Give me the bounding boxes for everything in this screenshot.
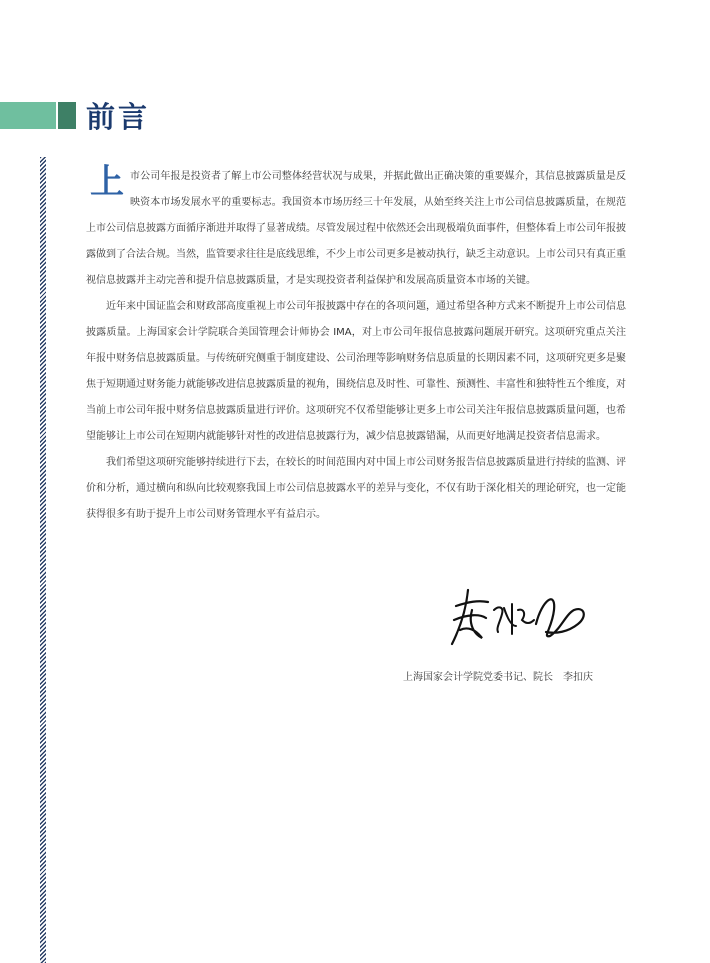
paragraph-1 xyxy=(86,164,626,294)
signoff: 上海国家会计学院党委书记、院长 李扣庆 xyxy=(403,672,593,683)
header-color-band xyxy=(0,102,76,129)
body-text xyxy=(86,164,626,528)
side-hatched-rule xyxy=(40,157,46,963)
header-band-light xyxy=(0,102,56,129)
paragraph-1-text: 市公司年报是投资者了解上市公司整体经营状况与成果，并据此做出正确决策的重要媒介，其信息披露质量是反映资本市场发展水平的重要标志。我国资本市场历经三十年发展，从始至终关注上市公司信息披露质量，在规范上市公司信息披露方面循序渐进并取得了显著成绩。尽管发展过程中依然还会出现极端负面事件，但整体看上市公司年报披露做到了合法合规。当然，监管要求往往是底线思维，不少上市公司更多是被动执行，缺乏主动意识。上市公司只有真正重视信息披露并主动完善和提升信息披露质量，才是实现投资者利益保护和发展高质量资本市场的关键。 xyxy=(86,171,626,286)
paragraph-2: 近年来中国证监会和财政部高度重视上市公司年报披露中存在的各项问题，通过希望各种方式来不断提升上市公司信息披露质量。上海国家会计学院联合美国管理会计师协会 IMA，对上市公司年报信息披露问题展开研究。这项研究重点关注年报中财务信息披露质量。与传统研究侧重于制度建设、公司治理等影响财务信息质量的长期因素不同，这项研究更多是聚焦于短期通过财务能力就能够改进信息披露质量的视角，围绕信息及时性、可靠性、预测性、丰富性和独特性五个维度，对当前上市公司年报中财务信息披露质量进行评价。这项研究不仅希望能够让更多上市公司关注年报信息披露质量问题，也希望能够让上市公司在短期内就能够针对性的改进信息披露行为，减少信息披露错漏，从而更好地满足投资者信息需求。 xyxy=(86,301,626,442)
dropcap: 上 xyxy=(90,162,124,202)
handwritten-signature xyxy=(438,580,598,650)
page-title: 前言 xyxy=(86,100,151,134)
header-band-dark xyxy=(58,102,76,129)
paragraph-3: 我们希望这项研究能够持续进行下去，在较长的时间范围内对中国上市公司财务报告信息披露质量进行持续的监测、评价和分析，通过横向和纵向比较观察我国上市公司信息披露水平的差异与变化，不仅有助于深化相关的理论研究，也一定能获得很多有助于提升上市公司财务管理水平有益启示。 xyxy=(86,457,626,520)
